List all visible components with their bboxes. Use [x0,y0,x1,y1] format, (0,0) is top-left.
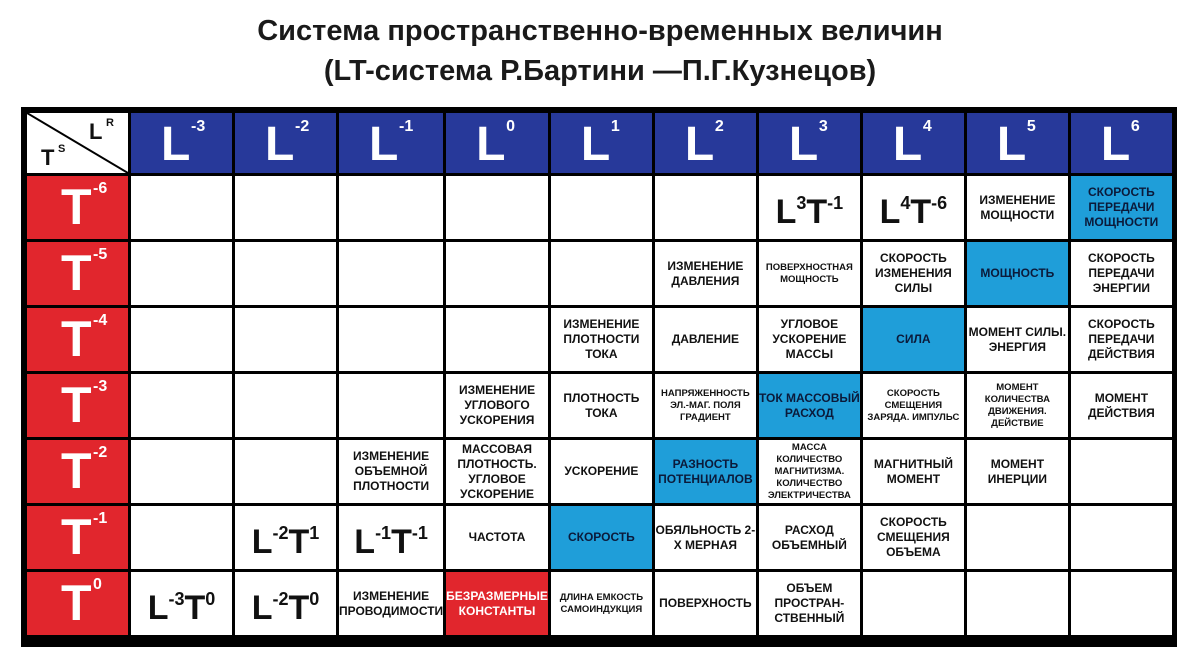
table-cell [446,242,548,305]
table-cell [235,308,336,371]
formula-base: L [147,589,169,627]
column-exponent: 0 [506,118,516,135]
table-cell [551,242,652,305]
table-cell [446,308,548,371]
table-cell [446,506,548,569]
table-cell [551,506,652,569]
column-header [967,113,1068,173]
cell-text: СКОРОСТЬ [567,530,635,544]
table-cell [1071,242,1172,305]
column-exponent: 5 [1026,118,1036,135]
cell-text: УСКОРЕНИЕ [564,464,639,478]
table-cell [759,506,860,569]
formula-exponent: -1 [375,523,392,543]
table-cell [551,308,652,371]
header-row [27,113,1172,173]
table-cell [339,374,443,437]
row-exponent: -6 [93,180,108,197]
cell-text: РАСХОД ОБЪЕМНЫЙ [771,522,847,552]
column-base: L [476,118,506,171]
cell-text: СИЛА [896,332,931,346]
table-cell [339,176,443,239]
corner-cell [27,113,128,173]
table-cell [131,440,232,503]
column-header [446,113,548,173]
table-cell [339,440,443,503]
table-cell [1071,572,1172,635]
row-exponent: 0 [93,576,102,593]
table-cell [759,308,860,371]
table-cell [863,374,964,437]
table-cell [759,374,860,437]
table-cell [967,374,1068,437]
table-cell [131,176,232,239]
cell-text: ИЗМЕНЕНИЕ ОБЪЕМНОЙ ПЛОТНОСТИ [353,449,430,493]
table-cell [131,506,232,569]
table-row [27,572,1172,635]
cell-text: НАПРЯЖЕННОСТЬ ЭЛ.-МАГ. ПОЛЯ ГРАДИЕНТ [661,387,750,423]
column-exponent: -3 [191,118,206,135]
row-header [27,176,128,239]
table-cell [655,572,756,635]
column-base: L [788,118,819,171]
formula-exponent: -2 [272,523,289,543]
row-exponent: -5 [93,246,108,263]
table-cell [551,440,652,503]
cell-text: ИЗМЕНЕНИЕ УГЛОВОГО УСКОРЕНИЯ [458,383,536,427]
table-cell [655,506,756,569]
table-cell [863,572,964,635]
cell-text: ИЗМЕНЕНИЕ ПЛОТНОСТИ ТОКА [563,317,640,361]
table-cell [235,440,336,503]
column-exponent: 3 [818,118,828,135]
row-exponent: -2 [93,444,108,461]
table-cell [131,572,232,635]
column-base: L [161,118,191,171]
cell-text: ПЛОТНОСТЬ ТОКА [563,390,640,420]
row-header [27,374,128,437]
cell-text: ИЗМЕНЕНИЕ ПРОВОДИМОСТИ [339,588,444,618]
table-cell [131,374,232,437]
table-cell [759,176,860,239]
row-header [27,572,128,635]
table-cell [967,572,1068,635]
table-cell [339,242,443,305]
table-cell [339,572,443,635]
row-base: T [61,509,92,565]
cell-text: МАГНИТНЫЙ МОМЕНТ [873,456,953,486]
cell-text: УГЛОВОЕ УСКОРЕНИЕ МАССЫ [772,317,847,361]
table-cell [655,374,756,437]
cell-text: МАССА КОЛИЧЕСТВО МАГНИТИЗМА. КОЛИЧЕСТВО ЭЛЕКТРИЧЕСТВА [767,441,851,501]
column-header [1071,113,1172,173]
row-base: T [61,443,92,499]
table-row [27,176,1172,239]
table-cell [1071,440,1172,503]
formula-exponent: 0 [309,589,320,609]
table-cell [339,506,443,569]
table-cell [863,440,964,503]
row-exponent: -1 [93,510,108,527]
cell-text: РАЗНОСТЬ ПОТЕНЦИАЛОВ [658,456,753,486]
table-cell [551,374,652,437]
column-exponent: -1 [399,118,414,135]
cell-text: СКОРОСТЬ ПЕРЕДАЧИ МОЩНОСТИ [1084,185,1159,229]
row-header [27,308,128,371]
cell-text: ОБЪЕМ ПРОСТРАН-СТВЕННЫЙ [774,581,845,625]
column-header [759,113,860,173]
table-cell [1071,374,1172,437]
cell-text: МОМЕНТ СИЛЫ. ЭНЕРГИЯ [968,324,1067,354]
formula-exponent: 0 [205,589,216,609]
formula-exponent: 3 [796,193,807,213]
table-cell [446,572,548,635]
formula-exponent: -1 [827,193,844,213]
formula-base: L [251,523,273,561]
table-cell [446,374,548,437]
table-cell [967,176,1068,239]
column-base: L [369,118,399,171]
row-base: T [61,179,92,235]
column-header [339,113,443,173]
formula-exponent: -2 [272,589,289,609]
column-base: L [1100,118,1131,171]
table-cell [967,308,1068,371]
column-exponent: -2 [295,118,310,135]
formula-base: T [288,523,310,561]
table-cell [759,242,860,305]
table-cell [235,506,336,569]
table-row [27,308,1172,371]
table-cell [339,308,443,371]
cell-text: СКОРОСТЬ ПЕРЕДАЧИ ЭНЕРГИИ [1087,251,1155,295]
column-header [235,113,336,173]
formula-exponent: -1 [411,523,428,543]
row-header [27,506,128,569]
corner-t: T [41,145,55,170]
cell-text: СКОРОСТЬ ИЗМЕНЕНИЯ СИЛЫ [875,251,952,295]
row-base: T [61,245,92,301]
column-base: L [265,118,295,171]
table-cell [655,308,756,371]
cell-text: ДАВЛЕНИЕ [671,332,740,346]
table-cell [1071,506,1172,569]
row-base: T [61,575,92,631]
formula-base: L [251,589,273,627]
cell-text: ДЛИНА ЕМКОСТЬ САМОИНДУКЦИЯ [559,591,644,615]
table-cell [967,242,1068,305]
corner-l: L [89,119,103,144]
table-cell [655,176,756,239]
column-exponent: 2 [714,118,724,135]
cell-text: МОЩНОСТЬ [980,266,1055,280]
formula-exponent: -6 [931,193,948,213]
table-cell [863,308,964,371]
column-header [131,113,232,173]
cell-text: ЧАСТОТА [468,530,526,544]
table-cell [235,572,336,635]
formula-base: T [910,193,932,231]
row-header [27,440,128,503]
cell-text: ПОВЕРХНОСТЬ [659,596,752,610]
table-cell [551,176,652,239]
table-cell [235,242,336,305]
formula-base: L [879,193,901,231]
cell-text: МАССОВАЯ ПЛОТНОСТЬ. УГЛОВОЕ УСКОРЕНИЕ [457,441,537,501]
table-row [27,440,1172,503]
table-cell [446,176,548,239]
lt-table [24,110,1175,638]
formula-exponent: -3 [168,589,185,609]
table-cell [863,242,964,305]
table-row [27,242,1172,305]
column-base: L [580,118,611,171]
row-header [27,242,128,305]
table-cell [655,440,756,503]
table-cell [863,506,964,569]
formula-base: L [354,523,376,561]
title-line-1: Система пространственно-временных величин [257,15,943,47]
formula-base: T [288,589,310,627]
cell-text: МОМЕНТ ДЕЙСТВИЯ [1087,390,1155,420]
table-cell [863,176,964,239]
column-header [863,113,964,173]
title-line-2: (LT-система Р.Бартини —П.Г.Кузнецов) [323,55,877,87]
table-cell [235,374,336,437]
formula-base: T [184,589,206,627]
table-cell [967,506,1068,569]
table-cell [235,176,336,239]
table-cell [655,242,756,305]
formula-base: T [806,193,828,231]
cell-text: СКОРОСТЬ ПЕРЕДАЧИ ДЕЙСТВИЯ [1087,317,1155,361]
column-base: L [684,118,715,171]
cell-text: БЕЗРАЗМЕРНЫЕ КОНСТАНТЫ [446,588,548,618]
corner-l-sup: R [106,117,114,129]
cell-text: МОМЕНТ ИНЕРЦИИ [987,456,1048,486]
cell-text: ИЗМЕНЕНИЕ МОЩНОСТИ [979,192,1056,222]
column-base: L [996,118,1027,171]
corner-t-sup: S [58,143,66,155]
cell-text: ОБЯЛЬНОСТЬ 2-Х МЕРНАЯ [655,522,756,552]
cell-text: МОМЕНТ КОЛИЧЕСТВА ДВИЖЕНИЯ. ДЕЙСТВИЕ [984,381,1050,429]
formula-exponent: 1 [309,523,320,543]
row-base: T [61,377,92,433]
table-cell [446,440,548,503]
row-base: T [61,311,92,367]
column-base: L [892,118,923,171]
row-exponent: -4 [93,312,108,329]
cell-text: СКОРОСТЬ СМЕЩЕНИЯ ЗАРЯДА. ИМПУЛЬС [867,387,960,423]
formula-exponent: 4 [900,193,911,213]
column-exponent: 4 [922,118,932,135]
table-cell [131,242,232,305]
table-cell [1071,176,1172,239]
table-cell [551,572,652,635]
table-cell [759,440,860,503]
cell-text: СКОРОСТЬ СМЕЩЕНИЯ ОБЪЕМА [877,515,950,559]
table-row [27,374,1172,437]
cell-text: ТОК МАССОВЫЙ РАСХОД [758,390,860,420]
column-exponent: 1 [610,118,620,135]
table-cell [1071,308,1172,371]
formula-base: L [775,193,797,231]
column-exponent: 6 [1130,118,1140,135]
row-exponent: -3 [93,378,108,395]
column-header [551,113,652,173]
formula-base: T [391,523,412,561]
table-cell [759,572,860,635]
table-row [27,506,1172,569]
column-header [655,113,756,173]
table-cell [967,440,1068,503]
cell-text: ПОВЕРХНОСТНАЯ МОЩНОСТЬ [765,261,853,285]
cell-text: ИЗМЕНЕНИЕ ДАВЛЕНИЯ [667,258,744,288]
table-cell [131,308,232,371]
